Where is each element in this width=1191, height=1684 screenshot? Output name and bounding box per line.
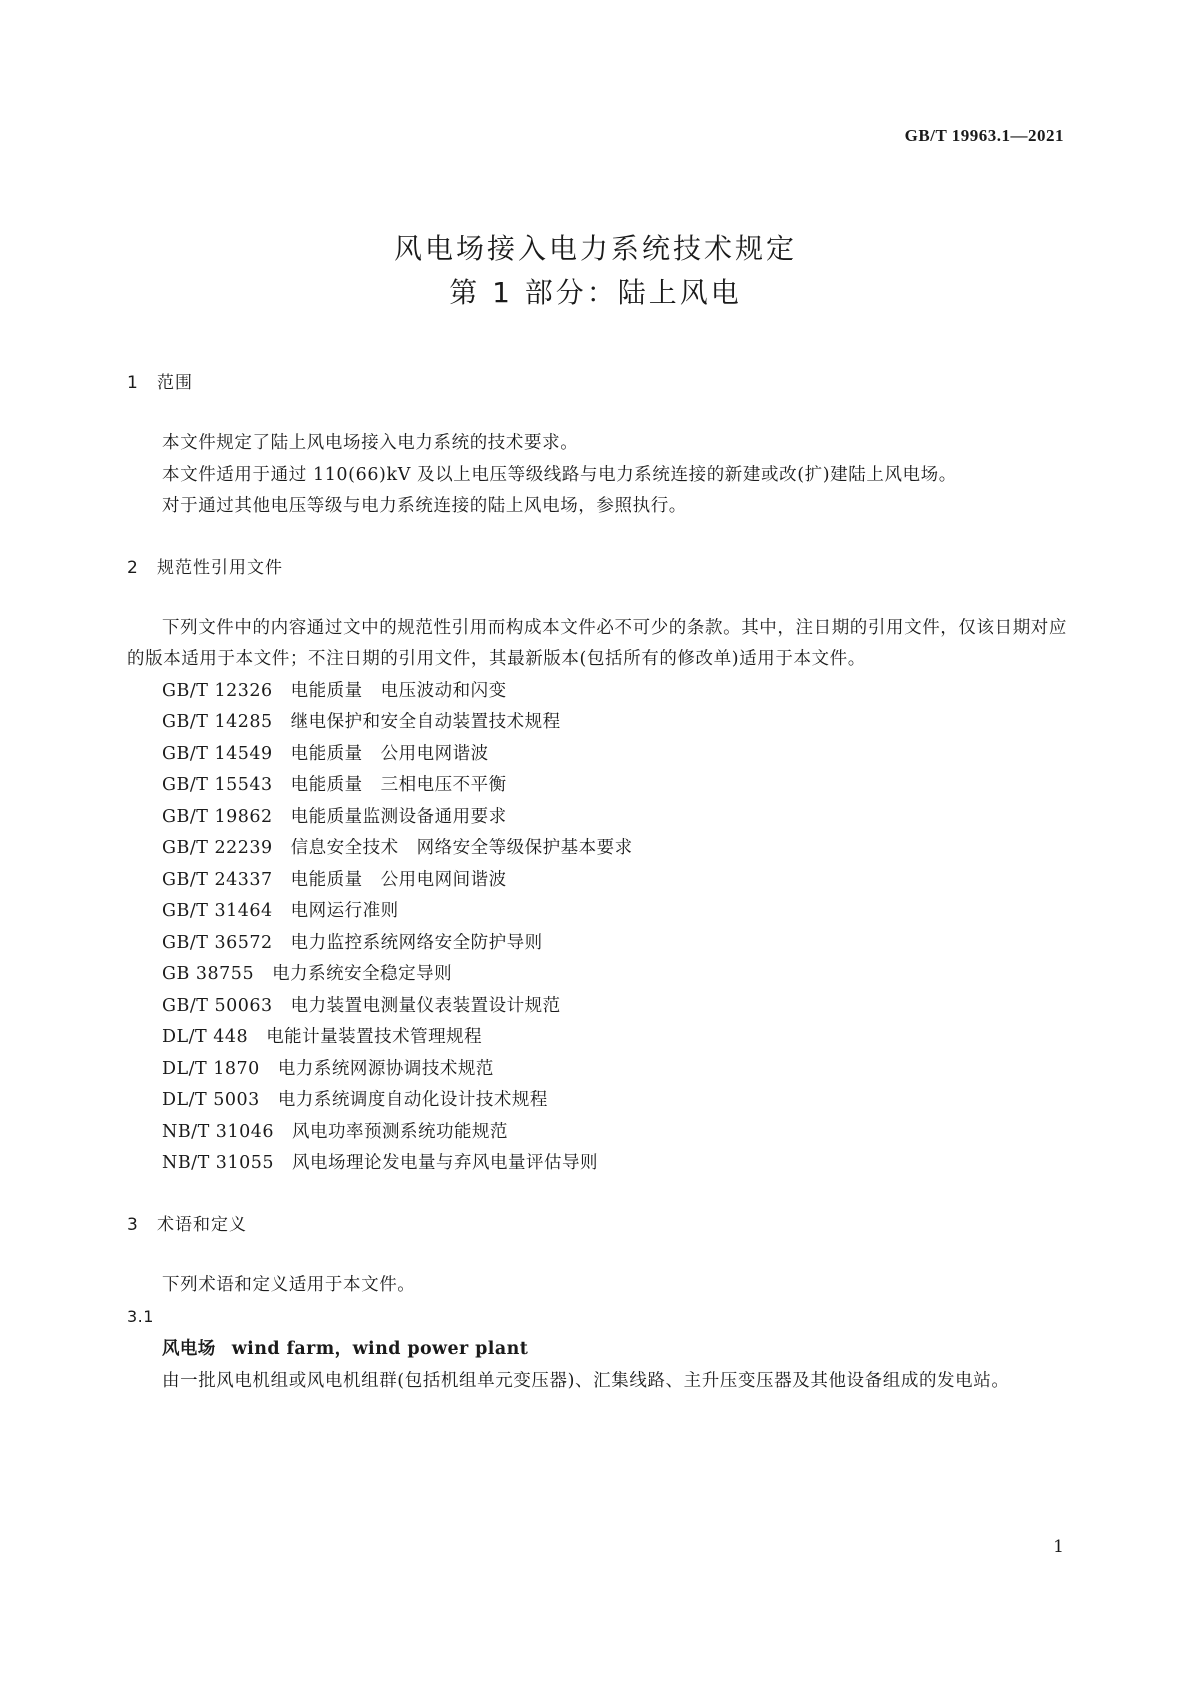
reference-title: 电能质量监测设备通用要求	[290, 806, 507, 827]
reference-code: GB/T 15543	[162, 775, 273, 795]
reference-item	[127, 802, 1067, 834]
scope-paragraph: 本文件适用于通过 110(66)kV 及以上电压等级线路与电力系统连接的新建或改(扩)建陆上风电场。	[162, 464, 957, 485]
reference-title: 风电场理论发电量与弃风电量评估导则	[291, 1153, 598, 1173]
reference-code: GB/T 36572	[162, 932, 273, 953]
section-number: 3	[127, 1214, 139, 1235]
section-title: 规范性引用文件	[157, 557, 283, 578]
reference-title: 电力装置电测量仪表装置设计规范	[290, 995, 561, 1016]
reference-code: GB/T 31464	[162, 901, 273, 921]
reference-code: GB/T 12326	[162, 680, 273, 701]
reference-item	[127, 1054, 1067, 1086]
reference-title: 电力监控系统网络安全防护导则	[290, 932, 543, 953]
reference-code: DL/T 448	[162, 1027, 249, 1047]
terms-intro: 下列术语和定义适用于本文件。	[162, 1274, 416, 1295]
scope-paragraph: 本文件规定了陆上风电场接入电力系统的技术要求。	[162, 433, 579, 453]
title-line-2: 第 1 部分：陆上风电	[449, 276, 742, 309]
reference-code: GB/T 14549	[162, 743, 273, 764]
section-title: 术语和定义	[157, 1214, 247, 1235]
reference-code: GB 38755	[162, 964, 255, 984]
reference-item	[127, 676, 1067, 708]
section-heading-scope	[127, 368, 1067, 398]
page-number: 1	[1053, 1537, 1064, 1557]
reference-item	[127, 928, 1067, 960]
reference-item	[127, 896, 1067, 928]
reference-title: 电能质量 电压波动和闪变	[290, 680, 507, 701]
reference-code: GB/T 50063	[162, 995, 273, 1016]
term-definition: 由一批风电机组或风电机组群(包括机组单元变压器)、汇集线路、主升压变压器及其他设备组成的发电站。	[162, 1370, 1010, 1391]
reference-item	[127, 833, 1067, 865]
reference-code: GB/T 19862	[162, 806, 273, 827]
term-number: 3.1	[127, 1307, 154, 1326]
reference-list	[127, 676, 1067, 1180]
reference-code: NB/T 31046	[162, 1121, 274, 1142]
reference-item	[127, 1085, 1067, 1117]
reference-title: 风电功率预测系统功能规范	[291, 1121, 508, 1142]
reference-code: GB/T 24337	[162, 869, 273, 890]
document-body	[127, 368, 1067, 1397]
scope-paragraph: 对于通过其他电压等级与电力系统连接的陆上风电场，参照执行。	[162, 496, 687, 516]
document-title	[0, 227, 1191, 315]
references-intro: 下列文件中的内容通过文中的规范性引用而构成本文件必不可少的条款。其中，注日期的引用文件，仅该日期对应的版本适用于本文件；不注日期的引用文件，其最新版本(包括所有的修改单)适用于本文件。	[127, 617, 1067, 669]
section-number: 2	[127, 557, 139, 578]
reference-item	[127, 739, 1067, 771]
reference-code: DL/T 1870	[162, 1058, 260, 1079]
reference-code: GB/T 22239	[162, 838, 273, 858]
section-number: 1	[127, 373, 139, 393]
title-line-1: 风电场接入电力系统技术规定	[393, 232, 797, 265]
reference-item	[127, 1022, 1067, 1054]
term-english: wind farm，wind power plant	[231, 1338, 529, 1359]
reference-title: 电网运行准则	[290, 901, 399, 921]
section-title: 范围	[157, 373, 193, 393]
reference-item	[127, 865, 1067, 897]
term-chinese: 风电场	[162, 1338, 216, 1359]
reference-item	[127, 707, 1067, 739]
reference-title: 电力系统网源协调技术规范	[277, 1058, 494, 1079]
standard-code: GB/T 19963.1—2021	[904, 126, 1064, 145]
reference-title: 电力系统安全稳定导则	[272, 964, 453, 984]
reference-title: 电能质量 公用电网间谐波	[290, 869, 507, 890]
reference-code: DL/T 5003	[162, 1090, 260, 1110]
reference-title: 信息安全技术 网络安全等级保护基本要求	[290, 838, 633, 858]
reference-title: 电力系统调度自动化设计技术规程	[277, 1090, 548, 1110]
reference-item	[127, 1117, 1067, 1149]
reference-code: NB/T 31055	[162, 1153, 274, 1173]
reference-title: 电能计量装置技术管理规程	[266, 1027, 483, 1047]
reference-item	[127, 770, 1067, 802]
term-name	[127, 1333, 1067, 1366]
reference-code: GB/T 14285	[162, 712, 273, 732]
section-heading-terms-definitions	[127, 1210, 1067, 1240]
reference-item	[127, 959, 1067, 991]
reference-title: 电能质量 公用电网谐波	[290, 743, 489, 764]
reference-item	[127, 1148, 1067, 1180]
reference-title: 电能质量 三相电压不平衡	[290, 775, 507, 795]
term-entry	[127, 1301, 1067, 1397]
reference-item	[127, 991, 1067, 1023]
section-heading-normative-references	[127, 553, 1067, 583]
reference-title: 继电保护和安全自动装置技术规程	[290, 712, 561, 732]
